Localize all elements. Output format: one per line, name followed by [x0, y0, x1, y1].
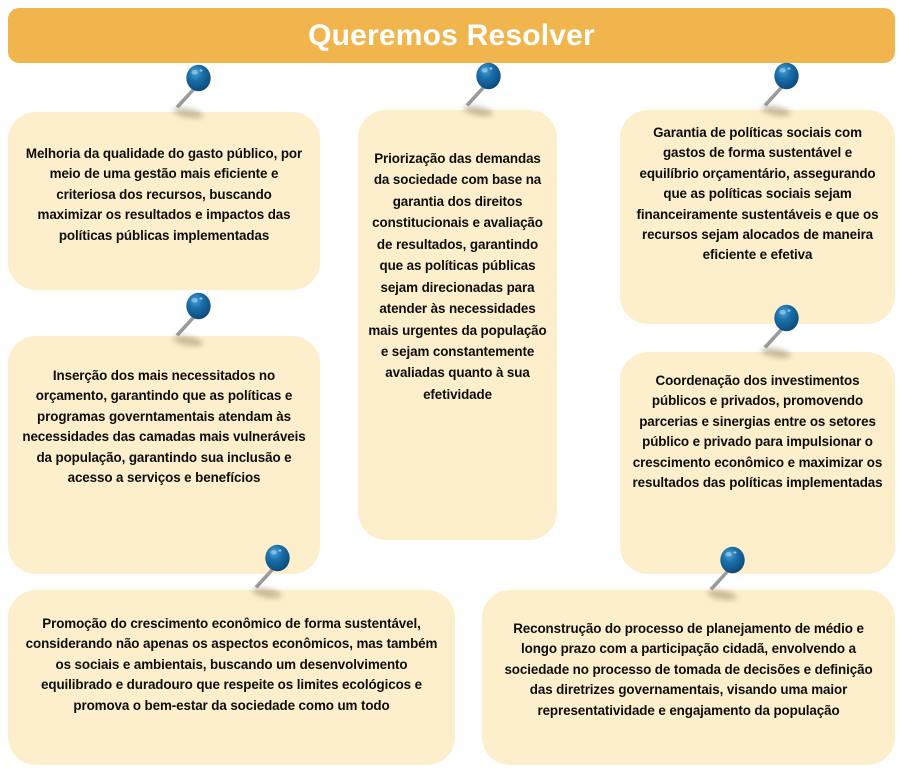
card-coordenacao-investimentos: [620, 352, 895, 574]
card-promocao-crescimento: [8, 590, 455, 765]
page-title: Queremos Resolver: [308, 18, 595, 52]
card-text: Garantia de políticas sociais com gastos de forma sustentável e equilíbrio orçamentário, assegurando que as políticas sociais sejam financeiramente sustentáveis e que os recursos sejam alocados de maneira eficiente e efetiva: [636, 125, 879, 263]
card-garantia-politicas-sociais: [620, 110, 895, 324]
card-text: Coordenação dos investimentos públicos e privados, promovendo parcerias e sinergias entre os setores público e privado para impulsionar o crescimento econômico e maximizar os resultados das políticas implementadas: [632, 373, 883, 490]
card-text: Melhoria da qualidade do gasto público, por meio de uma gestão mais eficiente e criteriosa dos recursos, buscando maximizar os resultados e impactos das políticas públicas implementadas: [25, 146, 303, 243]
card-text: Inserção dos mais necessitados no orçamento, garantindo que as políticas e programas governtamentais atendam às necessidades das camadas mais vulneráveis da população, garantindo sua inclusão e acesso a serviços e benefícios: [22, 368, 306, 485]
card-melhoria-gasto-publico: [8, 112, 320, 290]
card-text: Promoção do crescimento econômico de forma sustentável, considerando não apenas os aspectos econômicos, mas também os sociais e ambientais, buscando um desenvolvimento equilibrado e duradouro que respeite os limites ecológicos e promova o bem-estar da sociedade como um todo: [25, 616, 438, 713]
card-priorizacao-demandas: [358, 110, 557, 540]
header-banner: [8, 8, 895, 63]
card-insercao-necessitados: [8, 336, 320, 574]
card-text: Priorização das demandas da sociedade com base na garantia dos direitos constitucionais e avaliação de resultados, garantindo que as políticas públicas sejam direcionadas para atender às necessidades mais urgentes da população e sejam constantemente avaliadas quanto à sua efetividade: [368, 151, 547, 402]
card-reconstrucao-planejamento: [482, 590, 895, 765]
card-text: Reconstrução do processo de planejamento de médio e longo prazo com a participação cidadã, envolvendo a sociedade no processo de tomada de decisões e definição das diretrizes governamentais, visando uma maior representatividade e engajamento da população: [504, 621, 873, 718]
